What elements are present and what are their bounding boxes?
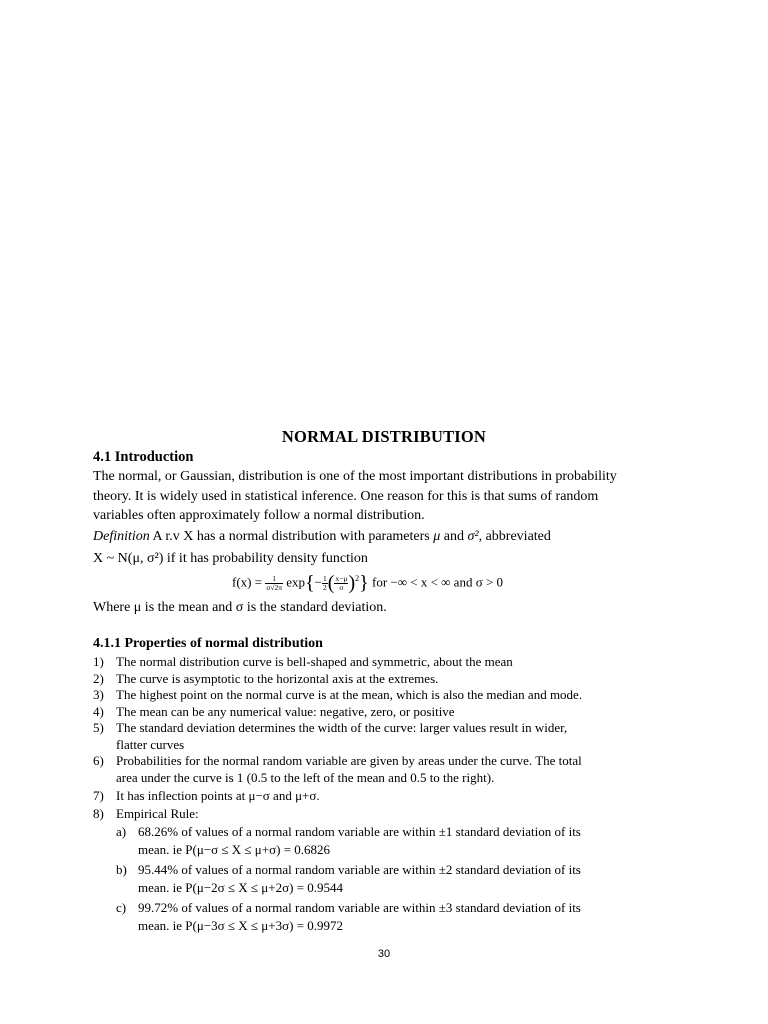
definition-abbrev: , abbreviated [478, 529, 551, 544]
item-number: 3) [93, 687, 104, 702]
fraction-denominator: σ√2π [266, 583, 283, 592]
formula-inner [334, 575, 348, 592]
mu-symbol: μ [433, 529, 441, 544]
item-letter: b) [116, 862, 127, 877]
where-line: Where μ is the mean and σ is the standard deviation. [93, 600, 387, 615]
item-text: Empirical Rule: [116, 806, 199, 821]
sigma-squared-symbol: σ² [467, 529, 479, 544]
item-number: 1) [93, 654, 104, 669]
right-brace: } [359, 572, 369, 594]
item-formula: mean. ie P(μ−σ ≤ X ≤ μ+σ) = 0.6826 [138, 842, 331, 857]
item-number: 4) [93, 703, 104, 719]
density-formula: f(x) = $\frac{1}{\sigma√2\pi}$ exp{− $\frac{1}{2}$ ( $\frac{x-\mu}{\sigma}$ )$^2$} for −∞ < x < ∞ and σ > 0 [232, 572, 504, 594]
item-text: The highest point on the normal curve is at the mean, which is also the median and mode. [116, 687, 583, 702]
normal-notation: X ~ N(μ, σ²) [93, 551, 164, 566]
item-number: 2) [93, 670, 104, 686]
definition-and: and [440, 529, 468, 544]
notation-line [93, 551, 368, 567]
intro-line-2: theory. It is widely used in statistical inference. One reason for this is that sums of random [93, 489, 599, 504]
definition-label: Definition [93, 529, 150, 544]
item-text: Probabilities for the normal random variable are given by areas under the curve. The total [116, 753, 582, 768]
item-text: The mean can be any numerical value: negative, zero, or positive [116, 703, 455, 719]
half-numerator: 1 [323, 574, 327, 583]
intro-line-1: The normal, or Gaussian, distribution is one of the most important distributions in probability [93, 469, 617, 484]
half-denominator: 2 [323, 583, 327, 592]
section-heading-introduction: 4.1 Introduction [93, 449, 194, 465]
item-text: 68.26% of values of a normal random variable are within ±1 standard deviation of its [138, 824, 581, 839]
section-heading-properties: 4.1.1 Properties of normal distribution [93, 636, 323, 651]
item-text: The curve is asymptotic to the horizontal axis at the extremes. [116, 670, 439, 686]
item-number: 7) [93, 788, 104, 803]
formula-lhs: f(x) = [232, 574, 266, 590]
item-text: flatter curves [116, 736, 185, 752]
formula-exp: exp [286, 574, 306, 590]
item-number: 8) [93, 806, 104, 821]
item-letter: a) [116, 824, 127, 839]
item-text: area under the curve is 1 (0.5 to the left of the mean and 0.5 to the right). [116, 769, 495, 785]
fraction-numerator: 1 [265, 575, 283, 584]
intro-line-3: variables often approximately follow a normal distribution. [93, 508, 425, 523]
inner-denominator: σ [339, 583, 344, 592]
left-paren: ( [327, 572, 335, 594]
pdf-text: if it has probability density function [163, 551, 368, 566]
page-number: 30 [377, 948, 391, 960]
inner-numerator: x−μ [335, 574, 348, 583]
left-brace: { [305, 572, 315, 594]
definition-line [93, 529, 551, 545]
item-formula: mean. ie P(μ−2σ ≤ X ≤ μ+2σ) = 0.9544 [138, 880, 344, 895]
formula-domain: for −∞ < x < ∞ and σ > 0 [368, 574, 504, 590]
page-title: NORMAL DISTRIBUTION [281, 427, 487, 446]
formula-fraction [265, 575, 283, 592]
item-letter: c) [116, 900, 127, 915]
item-formula: mean. ie P(μ−3σ ≤ X ≤ μ+3σ) = 0.9972 [138, 918, 344, 933]
item-text: 95.44% of values of a normal random variable are within ±2 standard deviation of its [138, 862, 581, 877]
item-text: The standard deviation determines the width of the curve: larger values result in wider, [116, 720, 568, 735]
item-text: The normal distribution curve is bell-shaped and symmetric, about the mean [116, 654, 513, 669]
definition-text: A r.v X has a normal distribution with parameters [149, 529, 434, 544]
item-text: It has inflection points at μ−σ and μ+σ. [116, 788, 320, 803]
item-number: 6) [93, 753, 104, 768]
item-number: 5) [93, 720, 104, 735]
right-paren: ) [348, 572, 356, 594]
square-exponent: 2 [355, 574, 360, 584]
item-text: 99.72% of values of a normal random variable are within ±3 standard deviation of its [138, 900, 581, 915]
